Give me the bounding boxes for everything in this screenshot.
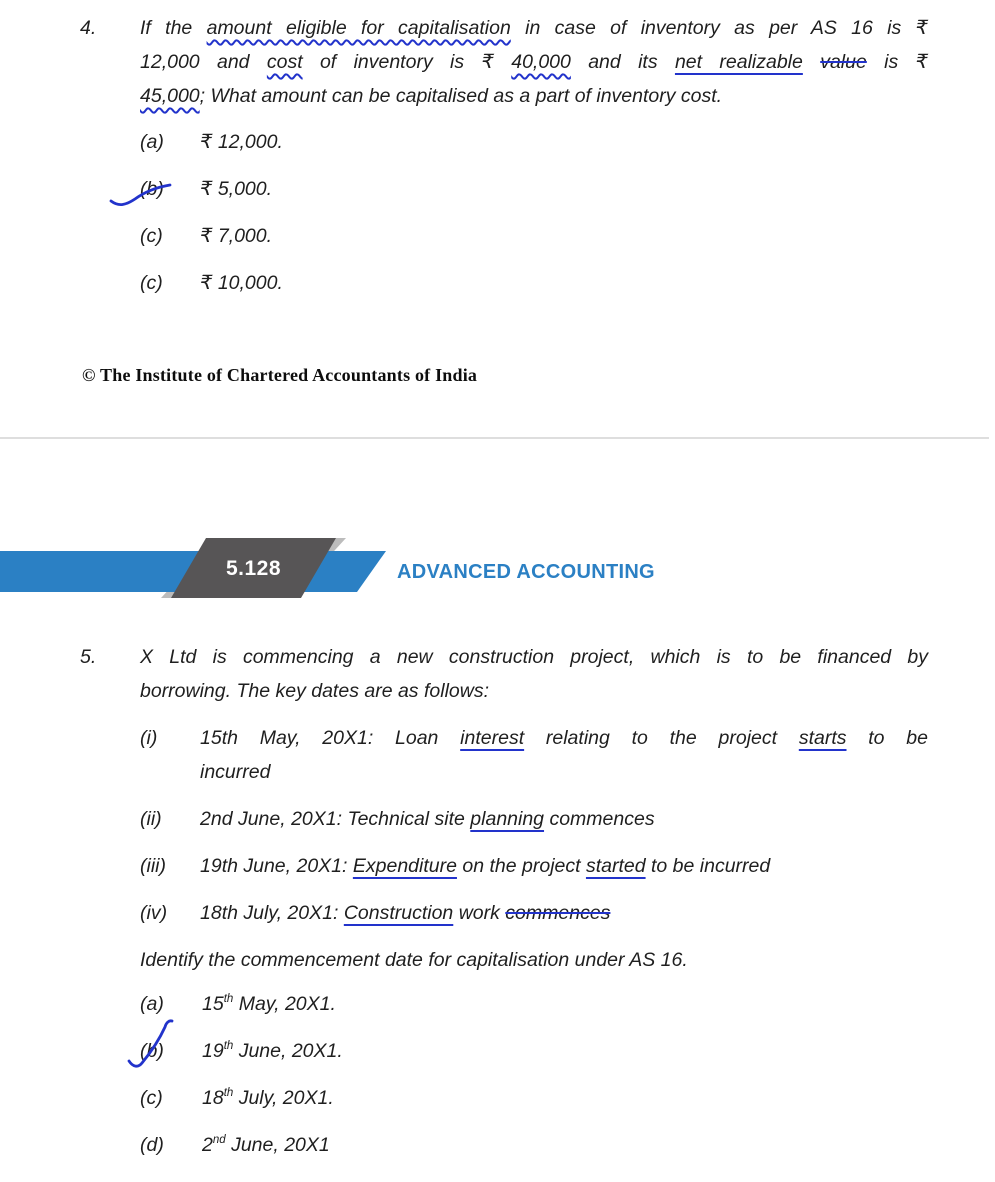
text-segment: If the (140, 17, 207, 39)
pen-marked-text: starts (798, 727, 847, 749)
text-segment: and its (570, 51, 675, 73)
text-segment (803, 51, 820, 73)
page-number: 5.128 (225, 557, 282, 580)
pen-marked-text: cost (266, 51, 303, 73)
text-segment: th (223, 992, 234, 1005)
text-segment: th (223, 1086, 234, 1099)
text-segment: borrowing. The key dates are as follows: (140, 680, 490, 702)
text-line (200, 849, 928, 883)
text-segment: on the project (456, 855, 586, 877)
text-segment: 18th July, 20X1: (200, 902, 344, 924)
text-segment: June, 20X1 (225, 1134, 330, 1156)
text-segment: 18 (202, 1087, 224, 1109)
question-number: 5. (80, 646, 97, 668)
pen-marked-text: value (820, 51, 867, 73)
text-segment: 19 (202, 1040, 224, 1062)
text-line (140, 674, 928, 708)
text-segment: th (223, 1039, 234, 1052)
item-label: (iii) (140, 855, 166, 877)
pen-marked-text: Expenditure (352, 855, 457, 877)
chapter-title: ADVANCED ACCOUNTING (397, 561, 655, 583)
option-row (0, 175, 995, 205)
text-segment: nd (212, 1133, 226, 1146)
item-label: (iv) (140, 902, 168, 924)
option-row (0, 269, 995, 299)
pen-strokes-group (111, 185, 172, 1066)
text-line (140, 79, 928, 113)
pen-marked-text: net realizable (674, 51, 803, 73)
option-text: ₹ 5,000. (200, 178, 273, 200)
pen-marked-text: Construction (343, 902, 454, 924)
option-label: (a) (140, 993, 164, 1015)
text-segment: July, 20X1. (233, 1087, 334, 1109)
text-segment: relating to the project (524, 727, 799, 749)
text-line (200, 802, 928, 836)
option-label: (d) (140, 1134, 164, 1156)
text-line (200, 896, 928, 930)
text-line (140, 45, 928, 79)
text-line (140, 11, 928, 45)
text-segment: work (453, 902, 506, 924)
text-segment: June, 20X1. (233, 1040, 343, 1062)
option-label: (a) (140, 131, 164, 153)
option-label: (b) (140, 178, 164, 200)
text-segment: 2nd June, 20X1: Technical site (200, 808, 471, 830)
text-segment: X Ltd is commencing a new construction project, which is to be financed by (140, 646, 928, 668)
text-segment: is ₹ (866, 51, 928, 73)
pen-marked-text: started (585, 855, 646, 877)
divider-line (0, 437, 989, 439)
question-number: 4. (80, 17, 97, 39)
option-label: (c) (140, 272, 163, 294)
pen-marked-text: 45,000 (140, 85, 200, 107)
pen-marked-text: amount eligible for capitalisation (206, 17, 511, 39)
text-line (140, 640, 928, 674)
text-segment: 2 (202, 1134, 213, 1156)
option-row (0, 990, 995, 1020)
text-segment: 15 (202, 993, 224, 1015)
text-line (200, 721, 928, 755)
option-row (0, 128, 995, 158)
text-segment: ; What amount can be capitalised as a part of inventory cost. (199, 85, 723, 107)
option-label: (c) (140, 225, 163, 247)
pen-marked-text: commences (505, 902, 611, 924)
option-row (0, 222, 995, 252)
option-text (202, 1084, 334, 1112)
item-label: (ii) (140, 808, 162, 830)
text-segment: 15th May, 20X1: Loan (200, 727, 461, 749)
text-segment: Identify the commencement date for capitalisation under AS 16. (140, 949, 688, 971)
question-5-text (140, 640, 928, 708)
option-text: ₹ 7,000. (200, 225, 273, 247)
option-label: (c) (140, 1087, 163, 1109)
option-text (202, 1131, 330, 1159)
text-line (140, 943, 928, 977)
option-label: (b) (140, 1040, 164, 1062)
text-segment: incurred (200, 761, 271, 783)
text-segment: of inventory is ₹ (302, 51, 512, 73)
pen-marked-text: interest (460, 727, 525, 749)
pen-marked-text: 40,000 (511, 51, 571, 73)
text-segment: 12,000 and (140, 51, 267, 73)
text-segment: commences (544, 808, 655, 830)
option-row (0, 1084, 995, 1114)
copyright-notice: © The Institute of Chartered Accountants of India (82, 365, 478, 385)
option-text: ₹ 10,000. (200, 272, 283, 294)
text-segment: May, 20X1. (233, 993, 336, 1015)
text-segment: in case of inventory as per AS 16 is ₹ (510, 17, 928, 39)
question-4-text (140, 11, 928, 113)
option-text (202, 1037, 343, 1065)
option-text: ₹ 12,000. (200, 131, 283, 153)
text-segment: to be incurred (645, 855, 771, 877)
text-segment: to be (846, 727, 928, 749)
text-line (200, 755, 928, 789)
pen-marked-text: planning (470, 808, 545, 830)
option-row (0, 1037, 995, 1067)
option-row (0, 1131, 995, 1161)
item-label: (i) (140, 727, 158, 749)
option-text (202, 990, 336, 1018)
text-segment: 19th June, 20X1: (200, 855, 353, 877)
